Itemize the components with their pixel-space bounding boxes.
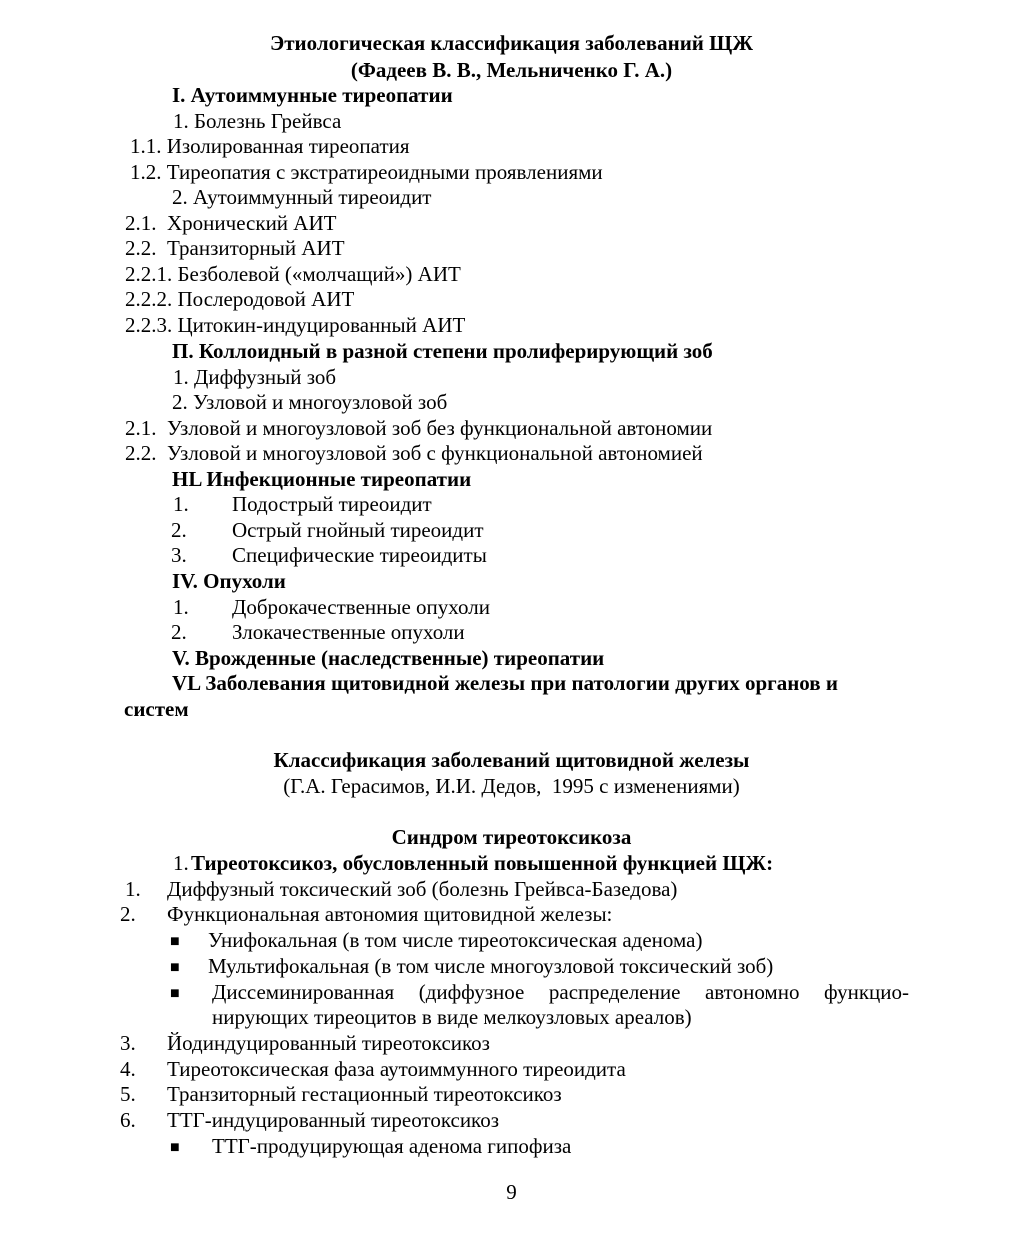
list-item: Диссеминированная (диффузное распределение автономно функцио- xyxy=(212,980,909,1004)
point1-heading: Тиреотоксикоз, обусловленный повышенной функцией ЩЖ: xyxy=(191,851,774,875)
list-item-number: 2. xyxy=(171,518,187,542)
list-item: 2. Аутоиммунный тиреоидит xyxy=(172,185,432,209)
section2-authors: (Г.А. Герасимов, И.И. Дедов, 1995 с изменениями) xyxy=(283,774,740,798)
list-item: 1. Болезнь Грейвса xyxy=(173,109,342,133)
list-item-number: 1. xyxy=(125,877,141,901)
list-item-number: 1. xyxy=(173,595,189,619)
list-item: ТТГ-индуцированный тиреотоксикоз xyxy=(167,1108,499,1132)
list-item: Мультифокальная (в том числе многоузловой токсический зоб) xyxy=(208,954,774,978)
list-item: Диффузный токсический зоб (болезнь Грейвса-Базедова) xyxy=(167,877,678,901)
group1-heading: I. Аутоиммунные тиреопатии xyxy=(172,83,453,107)
bullet-icon: ■ xyxy=(170,985,180,1002)
list-item: 2.2. Узловой и многоузловой зоб с функциональной автономией xyxy=(125,441,703,465)
list-item: 2.1. Хронический АИТ xyxy=(125,211,337,235)
section1-authors: (Фадеев В. В., Мельниченко Г. А.) xyxy=(350,58,673,82)
page-number: 9 xyxy=(506,1180,517,1204)
list-item: 1.1. Изолированная тиреопатия xyxy=(130,134,410,158)
list-item-number: 1. xyxy=(173,492,189,516)
list-item: Специфические тиреоидиты xyxy=(232,543,487,567)
group3-heading: HL Инфекционные тиреопатии xyxy=(172,467,472,491)
list-item: Функциональная автономия щитовидной железы: xyxy=(167,902,613,926)
list-item: Транзиторный гестационный тиреотоксикоз xyxy=(167,1082,562,1106)
group6-heading-cont: систем xyxy=(124,697,189,721)
bullet-icon: ■ xyxy=(170,933,180,950)
list-item: Тиреотоксическая фаза аутоиммунного тиреоидита xyxy=(167,1057,626,1081)
bullet-icon: ■ xyxy=(170,1139,180,1156)
list-item: Подострый тиреоидит xyxy=(232,492,432,516)
list-item-number: 4. xyxy=(120,1057,136,1081)
list-item-number: 3. xyxy=(171,543,187,567)
list-item-number: 1. xyxy=(173,851,189,875)
list-item-number: 5. xyxy=(120,1082,136,1106)
section1-title: Этиологическая классификация заболеваний ЩЖ xyxy=(270,31,753,55)
list-item-cont: нирующих тиреоцитов в виде мелкоузловых ареалов) xyxy=(212,1005,692,1029)
list-item-number: 2. xyxy=(171,620,187,644)
group2-heading: П. Коллоидный в разной степени пролиферирующий зоб xyxy=(172,339,713,363)
list-item: Йодиндуцированный тиреотоксикоз xyxy=(167,1031,490,1055)
list-item-number: 3. xyxy=(120,1031,136,1055)
list-item-number: 6. xyxy=(120,1108,136,1132)
list-item: 1.2. Тиреопатия с экстратиреоидными проявлениями xyxy=(130,160,603,184)
list-item: ТТГ-продуцирующая аденома гипофиза xyxy=(212,1134,572,1158)
list-item: Злокачественные опухоли xyxy=(232,620,465,644)
list-item: 2.2.3. Цитокин-индуцированный АИТ xyxy=(125,313,466,337)
section2-title: Классификация заболеваний щитовидной железы xyxy=(273,748,750,772)
section2-subtitle: Синдром тиреотоксикоза xyxy=(391,825,632,849)
group5-heading: V. Врожденные (наследственные) тиреопатии xyxy=(172,646,605,670)
group6-heading: VL Заболевания щитовидной железы при патологии других органов и xyxy=(172,671,838,695)
group4-heading: IV. Опухоли xyxy=(172,569,286,593)
list-item: Острый гнойный тиреоидит xyxy=(232,518,484,542)
list-item: 2.2.1. Безболевой («молчащий») АИТ xyxy=(125,262,461,286)
list-item: 2.1. Узловой и многоузловой зоб без функциональной автономии xyxy=(125,416,713,440)
bullet-icon: ■ xyxy=(170,959,180,976)
list-item: 1. Диффузный зоб xyxy=(173,365,337,389)
list-item: 2. Узловой и многоузловой зоб xyxy=(172,390,448,414)
list-item: Унифокальная (в том числе тиреотоксическая аденома) xyxy=(208,928,703,952)
list-item: 2.2.2. Послеродовой АИТ xyxy=(125,287,355,311)
list-item-number: 2. xyxy=(120,902,136,926)
list-item: 2.2. Транзиторный АИТ xyxy=(125,236,345,260)
list-item: Доброкачественные опухоли xyxy=(232,595,490,619)
